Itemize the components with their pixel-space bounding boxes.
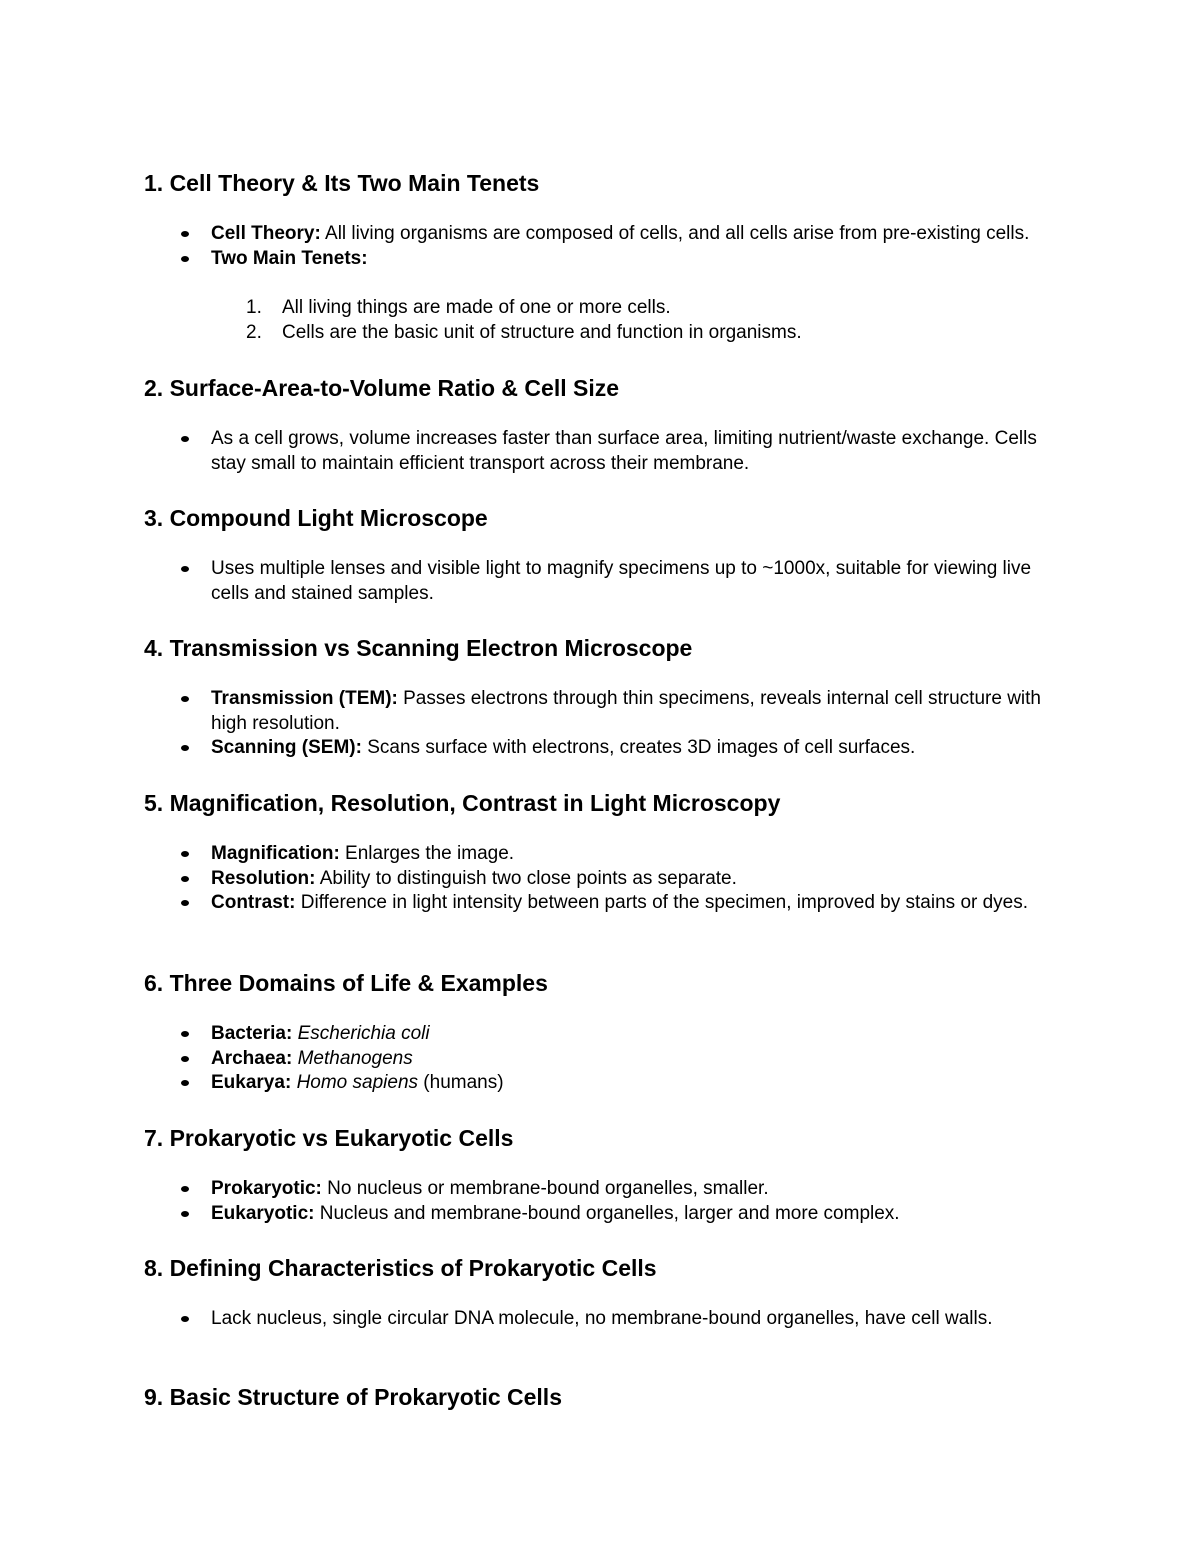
list-item xyxy=(144,1202,1064,1227)
list-item xyxy=(144,427,1064,476)
sub-list-item xyxy=(211,321,1064,346)
section-1 xyxy=(144,169,1064,343)
section-heading: 2. Surface-Area-to-Volume Ratio & Cell Size xyxy=(144,375,620,401)
item-italic: Escherichia coli xyxy=(297,1023,430,1044)
item-text: Lack nucleus, single circular DNA molecule, no membrane-bound organelles, have cell walls. xyxy=(211,1308,993,1329)
item-label: Cell Theory: xyxy=(211,223,321,244)
item-text: No nucleus or membrane-bound organelles, smaller. xyxy=(321,1178,769,1199)
item-label: Bacteria: xyxy=(211,1023,293,1044)
section-6 xyxy=(144,969,1064,1094)
section-heading: 8. Defining Characteristics of Prokaryotic Cells xyxy=(144,1255,657,1281)
list-item xyxy=(144,736,1064,761)
list-item xyxy=(144,867,1064,892)
item-label: Resolution: xyxy=(211,867,316,889)
item-text: Passes electrons through thin specimens, reveals internal cell structure with high resolution. xyxy=(211,688,1041,734)
list-item xyxy=(144,557,1064,606)
item-text: (humans) xyxy=(418,1072,504,1094)
bullet-list xyxy=(144,1307,1064,1332)
item-text: Cells are the basic unit of structure and function in organisms. xyxy=(282,321,802,343)
section-2 xyxy=(144,374,1064,474)
item-text: All living things are made of one or more cells. xyxy=(282,297,671,318)
item-text: Scans surface with electrons, creates 3D images of cell surfaces. xyxy=(361,737,916,759)
section-heading: 3. Compound Light Microscope xyxy=(144,505,488,531)
list-item xyxy=(144,222,1064,247)
bullet-list xyxy=(144,1177,1064,1226)
section-3 xyxy=(144,504,1064,604)
item-text: Difference in light intensity between parts of the specimen, improved by stains or dyes. xyxy=(295,892,1029,914)
section-heading: 7. Prokaryotic vs Eukaryotic Cells xyxy=(144,1125,514,1151)
item-label: Contrast: xyxy=(211,892,296,914)
bullet-list xyxy=(144,842,1064,916)
item-italic: Methanogens xyxy=(297,1047,413,1069)
list-item xyxy=(144,891,1064,916)
item-text: Ability to distinguish two close points as separate. xyxy=(315,867,737,889)
bullet-list xyxy=(144,687,1064,761)
section-heading: 4. Transmission vs Scanning Electron Microscope xyxy=(144,635,693,661)
bullet-list xyxy=(144,427,1064,476)
item-label: Eukarya: xyxy=(211,1072,292,1094)
item-text: All living organisms are composed of cells, and all cells arise from pre-existing cells. xyxy=(320,223,1030,244)
list-item xyxy=(144,842,1064,867)
item-text: Enlarges the image. xyxy=(339,843,515,864)
bullet-list xyxy=(144,557,1064,606)
section-9 xyxy=(144,1383,1064,1411)
item-label: Scanning (SEM): xyxy=(211,737,362,759)
sub-list-item xyxy=(211,296,1064,321)
item-label: Two Main Tenets: xyxy=(211,247,368,269)
list-item xyxy=(144,687,1064,736)
list-item xyxy=(144,1047,1064,1072)
list-item xyxy=(144,247,1064,272)
bullet-list xyxy=(144,1022,1064,1096)
item-label: Prokaryotic: xyxy=(211,1178,322,1199)
numbered-sublist xyxy=(144,296,1064,345)
item-label: Eukaryotic: xyxy=(211,1202,315,1224)
list-item xyxy=(144,1071,1064,1096)
section-4 xyxy=(144,634,1064,759)
item-text: Uses multiple lenses and visible light to magnify specimens up to ~1000x, suitable for viewing live cells and stained samples. xyxy=(211,558,1032,604)
item-label: Archaea: xyxy=(211,1047,293,1069)
section-heading: 1. Cell Theory & Its Two Main Tenets xyxy=(144,170,540,196)
item-label: Magnification: xyxy=(211,843,340,864)
section-5 xyxy=(144,789,1064,914)
item-number: 1. xyxy=(246,297,262,318)
section-heading: 6. Three Domains of Life & Examples xyxy=(144,970,548,996)
item-text: As a cell grows, volume increases faster than surface area, limiting nutrient/waste exchange. Cells stay small to maintain efficient transport across their membrane. xyxy=(211,428,1037,474)
list-item xyxy=(144,1177,1064,1202)
list-item xyxy=(144,1307,1064,1332)
list-item xyxy=(144,1022,1064,1047)
item-text: Nucleus and membrane-bound organelles, larger and more complex. xyxy=(314,1202,900,1224)
item-italic: Homo sapiens xyxy=(296,1072,419,1094)
item-label: Transmission (TEM): xyxy=(211,688,398,709)
section-heading: 5. Magnification, Resolution, Contrast in Light Microscopy xyxy=(144,790,781,816)
item-number: 2. xyxy=(246,321,262,343)
bullet-list xyxy=(144,222,1064,271)
section-8 xyxy=(144,1254,1064,1329)
section-heading: 9. Basic Structure of Prokaryotic Cells xyxy=(144,1384,562,1410)
section-7 xyxy=(144,1124,1064,1224)
